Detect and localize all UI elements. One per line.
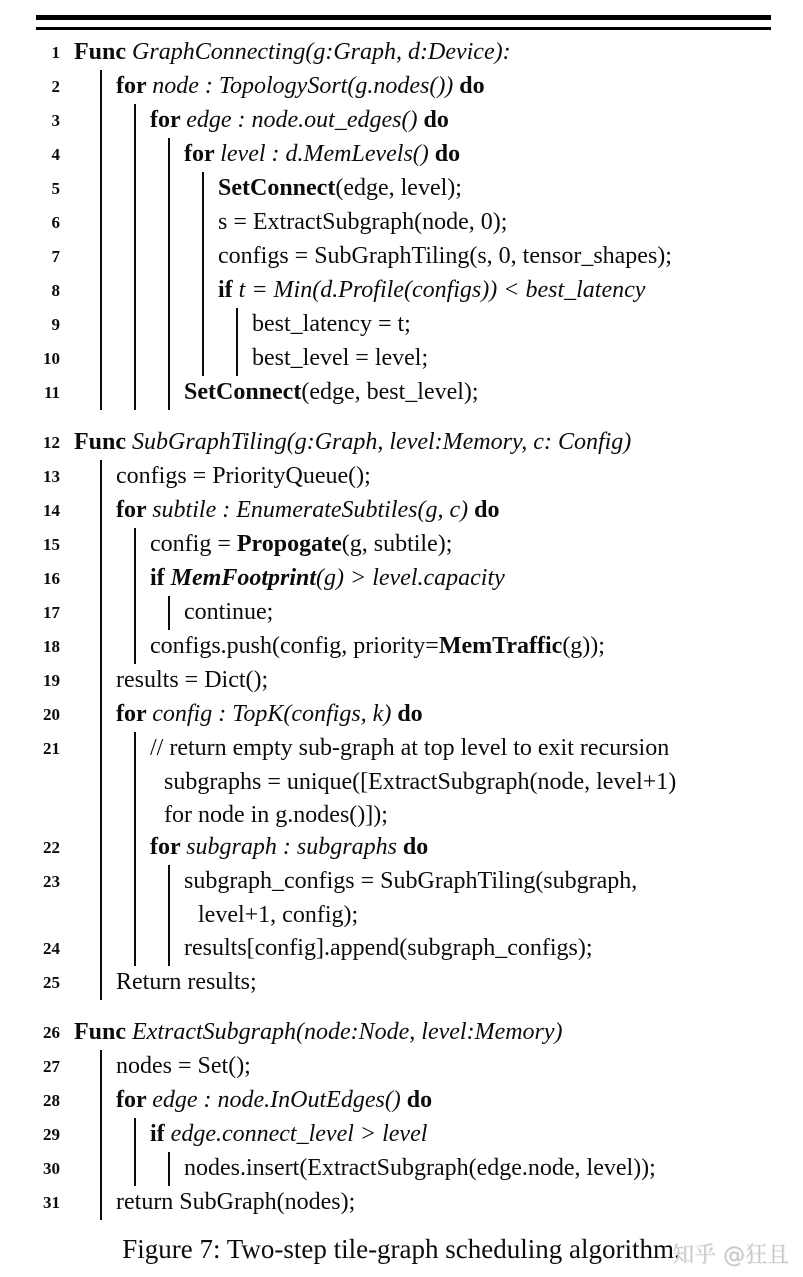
indent-rule (100, 698, 102, 732)
code-segment: (g, subtile); (341, 531, 453, 557)
code-line (0, 104, 803, 138)
indent-rule (100, 138, 102, 172)
code-line (0, 1084, 803, 1118)
line-number: 16 (43, 569, 60, 588)
top-rule-gap (36, 20, 771, 27)
line-number: 29 (43, 1124, 60, 1144)
code-text (62, 460, 371, 493)
code-segment: (g) > level.capacity (316, 565, 505, 591)
code-text (62, 562, 505, 595)
indent-rule (100, 1084, 102, 1118)
code-line (0, 1118, 803, 1152)
code-segment: Return results; (116, 968, 257, 995)
indent-rule (100, 1118, 102, 1152)
indent-rule (100, 528, 102, 562)
indent-rule (168, 172, 170, 206)
indent-rule (134, 932, 136, 966)
line-number: 26 (43, 1022, 60, 1042)
line-number: 7 (51, 247, 60, 266)
indent-rule (134, 865, 136, 899)
line-number: 3 (51, 111, 60, 130)
code-line (0, 138, 803, 172)
code-text (62, 799, 388, 832)
code-content (62, 1118, 803, 1152)
code-segment: (edge, best_level); (301, 379, 479, 405)
line-number: 27 (43, 1056, 60, 1076)
code-line (0, 1016, 803, 1050)
code-content (62, 460, 803, 494)
indent-rule (134, 308, 136, 342)
indent-rule (134, 562, 136, 596)
code-segment: for (116, 73, 153, 99)
code-segment: do (402, 834, 429, 860)
code-segment: for (116, 1086, 153, 1113)
code-segment: for (150, 107, 187, 133)
line-number: 21 (43, 739, 60, 758)
indent-rule (168, 274, 170, 308)
code-content (62, 966, 803, 1000)
code-line (0, 172, 803, 206)
code-text (62, 1016, 563, 1049)
indent-rule (168, 596, 170, 630)
code-text (62, 899, 358, 932)
code-segment: subgraph_configs = SubGraphTiling(subgraph, (184, 868, 638, 894)
code-content (62, 308, 803, 342)
code-line (0, 732, 803, 766)
indent-rule (134, 376, 136, 410)
code-text (62, 240, 672, 273)
indent-rule (100, 376, 102, 410)
code-segment: subtile : EnumerateSubtiles(g, c) (152, 497, 475, 523)
code-content (62, 1152, 803, 1186)
line-number: 9 (51, 315, 60, 334)
code-content (62, 1016, 803, 1050)
indent-rule (168, 865, 170, 899)
code-text (62, 865, 637, 898)
indent-rule (100, 865, 102, 899)
code-segment: level+1, config); (198, 902, 359, 928)
indent-rule (100, 460, 102, 494)
algorithm-block (0, 426, 803, 1000)
code-text (62, 172, 462, 205)
indent-rule (134, 630, 136, 664)
code-text (62, 104, 449, 137)
code-text (62, 274, 645, 307)
indent-rule (236, 342, 238, 376)
line-number: 10 (43, 349, 60, 368)
code-content (62, 240, 803, 274)
code-content (62, 766, 803, 799)
indent-rule (100, 104, 102, 138)
line-number: 5 (51, 179, 60, 198)
line-number: 1 (51, 43, 60, 62)
code-segment: for (116, 701, 153, 727)
code-segment: ExtractSubgraph(node:Node, level:Memory) (132, 1018, 563, 1045)
line-number: 4 (51, 145, 60, 164)
code-segment: results = Dict(); (116, 667, 269, 693)
code-content (62, 596, 803, 630)
code-line (0, 376, 803, 410)
code-content (62, 342, 803, 376)
indent-rule (134, 274, 136, 308)
code-text (62, 494, 500, 527)
code-line (0, 460, 803, 494)
line-number: 14 (43, 501, 60, 520)
code-line (0, 562, 803, 596)
code-text (62, 70, 485, 103)
algorithm-block (0, 1016, 803, 1220)
line-number (0, 799, 62, 832)
indent-rule (100, 630, 102, 664)
line-number: 24 (43, 938, 60, 958)
code-content (62, 70, 803, 104)
line-number: 18 (43, 637, 60, 656)
code-text (62, 206, 507, 239)
code-text (62, 342, 428, 375)
code-segment: Func (74, 429, 133, 455)
code-segment: node : TopologySort(g.nodes()) (152, 73, 460, 99)
code-content (62, 562, 803, 596)
indent-rule (202, 308, 204, 342)
indent-rule (100, 562, 102, 596)
code-content (62, 426, 803, 460)
code-segment: for (184, 141, 221, 167)
code-line (0, 240, 803, 274)
watermark-text: 知乎 @狂且 (672, 1243, 789, 1268)
code-segment: Func (74, 1018, 133, 1045)
code-content (62, 494, 803, 528)
indent-rule (100, 308, 102, 342)
code-line (0, 1186, 803, 1220)
code-line (0, 494, 803, 528)
code-content (62, 274, 803, 308)
code-segment: configs = PriorityQueue(); (116, 463, 371, 489)
indent-rule (202, 240, 204, 274)
indent-rule (168, 376, 170, 410)
code-content (62, 698, 803, 732)
code-segment: if (218, 277, 239, 303)
code-line (0, 70, 803, 104)
line-number: 23 (43, 872, 60, 891)
indent-rule (168, 342, 170, 376)
line-number: 25 (43, 972, 60, 992)
indent-rule (134, 596, 136, 630)
code-line (0, 528, 803, 562)
indent-rule (100, 342, 102, 376)
code-text (62, 138, 460, 171)
code-segment: do (423, 107, 449, 133)
code-line-continuation (0, 899, 803, 932)
indent-rule (134, 138, 136, 172)
indent-rule (134, 104, 136, 138)
top-double-rule (36, 15, 771, 30)
indent-rule (134, 732, 136, 766)
code-content (62, 799, 803, 832)
code-text (62, 1050, 251, 1083)
indent-rule (100, 766, 102, 799)
code-line (0, 308, 803, 342)
code-segment: edge.connect_level > level (170, 1120, 428, 1147)
indent-rule (236, 308, 238, 342)
code-text (62, 36, 511, 69)
code-segment: return SubGraph(nodes); (116, 1188, 356, 1215)
algorithm (0, 36, 803, 1220)
indent-rule (134, 1118, 136, 1152)
code-segment: edge : node.out_edges() (186, 107, 424, 133)
line-number: 13 (43, 467, 60, 486)
indent-rule (100, 831, 102, 865)
indent-rule (202, 274, 204, 308)
code-line-continuation (0, 766, 803, 799)
code-content (62, 630, 803, 664)
indent-rule (202, 342, 204, 376)
indent-rule (134, 240, 136, 274)
code-text (62, 426, 631, 459)
indent-rule (168, 1152, 170, 1186)
code-segment: do (474, 497, 500, 523)
code-content (62, 865, 803, 899)
code-segment: SubGraphTiling(g:Graph, level:Memory, c: Config) (132, 429, 632, 455)
code-segment: Func (74, 39, 133, 65)
code-content (62, 831, 803, 865)
indent-rule (100, 1152, 102, 1186)
code-segment: Propogate (236, 531, 342, 557)
code-content (62, 376, 803, 410)
line-number: 20 (43, 705, 60, 724)
code-segment: do (459, 73, 485, 99)
code-line (0, 274, 803, 308)
code-segment: subgraphs = unique([ExtractSubgraph(node, level+1) (164, 769, 677, 795)
indent-rule (100, 664, 102, 698)
indent-rule (168, 206, 170, 240)
code-line (0, 1152, 803, 1186)
code-text (62, 1186, 355, 1219)
code-line (0, 966, 803, 1000)
code-segment: configs.push(config, priority= (150, 633, 439, 659)
indent-rule (100, 70, 102, 104)
indent-rule (134, 766, 136, 799)
code-content (62, 932, 803, 966)
code-line (0, 664, 803, 698)
code-segment: edge : node.InOutEdges() (152, 1086, 407, 1113)
line-number: 12 (43, 433, 60, 452)
indent-rule (168, 138, 170, 172)
code-line (0, 932, 803, 966)
code-segment: best_latency = t; (252, 311, 411, 337)
code-line (0, 596, 803, 630)
code-segment: nodes = Set(); (116, 1052, 251, 1079)
line-number: 17 (43, 603, 60, 622)
code-line (0, 1050, 803, 1084)
code-text (62, 1152, 656, 1185)
code-text (62, 966, 257, 999)
code-content (62, 1050, 803, 1084)
code-segment: (edge, level); (335, 175, 462, 201)
indent-rule (134, 1152, 136, 1186)
code-line (0, 206, 803, 240)
code-text (62, 831, 428, 864)
code-content (62, 899, 803, 932)
indent-rule (100, 966, 102, 1000)
code-segment: for (116, 497, 153, 523)
code-segment: nodes.insert(ExtractSubgraph(edge.node, level)); (184, 1154, 656, 1181)
indent-rule (134, 172, 136, 206)
code-text (62, 1118, 427, 1151)
indent-rule (202, 206, 204, 240)
code-text (62, 528, 452, 561)
line-number: 8 (51, 281, 60, 300)
code-line (0, 831, 803, 865)
indent-rule (100, 1186, 102, 1220)
indent-rule (134, 342, 136, 376)
code-content (62, 528, 803, 562)
code-line (0, 865, 803, 899)
algorithm-block (0, 36, 803, 410)
code-segment: MemTraffic (438, 633, 563, 659)
code-segment: continue; (184, 599, 274, 625)
indent-rule (100, 494, 102, 528)
indent-rule (134, 206, 136, 240)
indent-rule (100, 1050, 102, 1084)
indent-rule (134, 831, 136, 865)
code-segment: best_level = level; (252, 345, 429, 371)
code-text (62, 1084, 432, 1117)
indent-rule (100, 732, 102, 766)
code-segment: subgraph : subgraphs (186, 834, 403, 860)
code-segment: config = (150, 531, 237, 557)
indent-rule (134, 899, 136, 932)
line-number: 2 (51, 77, 60, 96)
indent-rule (168, 899, 170, 932)
code-segment: (g)); (562, 633, 605, 659)
indent-rule (100, 172, 102, 206)
code-content (62, 1186, 803, 1220)
code-line (0, 342, 803, 376)
code-segment: SetConnect (218, 175, 336, 201)
indent-rule (100, 799, 102, 832)
code-segment: do (434, 141, 461, 167)
indent-rule (100, 274, 102, 308)
code-segment: SetConnect (184, 379, 302, 405)
code-segment: GraphConnecting(g:Graph, d:Device): (132, 39, 511, 65)
code-content (62, 104, 803, 138)
code-content (62, 206, 803, 240)
code-content (62, 138, 803, 172)
code-segment: // return empty sub-graph at top level to exit recursion (150, 735, 670, 761)
indent-rule (168, 308, 170, 342)
code-text (62, 376, 479, 409)
code-segment: level : d.MemLevels() (220, 141, 435, 167)
indent-rule (202, 172, 204, 206)
figure-caption: Figure 7: Two-step tile-graph scheduling algorithm. (122, 1233, 681, 1264)
code-segment: s = ExtractSubgraph(node, 0); (218, 209, 508, 235)
line-number: 31 (43, 1192, 60, 1212)
code-segment: if (150, 1120, 171, 1147)
indent-rule (100, 899, 102, 932)
code-segment: do (397, 701, 423, 727)
code-text (62, 732, 669, 765)
code-line (0, 630, 803, 664)
code-content (62, 172, 803, 206)
code-segment: t = Min(d.Profile(configs)) < best_latency (238, 277, 646, 303)
line-number: 11 (43, 383, 60, 402)
code-segment: MemFootprint (170, 565, 317, 591)
indent-rule (100, 240, 102, 274)
line-number: 30 (43, 1158, 60, 1178)
line-number: 22 (43, 838, 60, 857)
line-number (0, 766, 62, 799)
code-segment: results[config].append(subgraph_configs); (184, 934, 593, 961)
code-segment: if (150, 565, 171, 591)
code-content (62, 36, 803, 70)
code-content (62, 1084, 803, 1118)
indent-rule (100, 206, 102, 240)
code-segment: configs = SubGraphTiling(s, 0, tensor_shapes); (218, 243, 672, 269)
line-number: 19 (43, 671, 60, 690)
code-text (62, 698, 423, 731)
indent-rule (168, 932, 170, 966)
code-line (0, 426, 803, 460)
code-text (62, 932, 593, 965)
line-number: 28 (43, 1090, 60, 1110)
code-text (62, 766, 676, 799)
indent-rule (100, 932, 102, 966)
code-line (0, 36, 803, 70)
line-number: 15 (43, 535, 60, 554)
code-text (62, 664, 268, 697)
indent-rule (134, 799, 136, 832)
code-line-continuation (0, 799, 803, 832)
code-content (62, 664, 803, 698)
code-line (0, 698, 803, 732)
indent-rule (134, 528, 136, 562)
code-segment: for (150, 834, 187, 860)
line-number: 6 (51, 213, 60, 232)
top-rule-lower (36, 27, 771, 30)
code-text (62, 630, 605, 663)
indent-rule (100, 596, 102, 630)
line-number (0, 899, 62, 932)
code-segment: for node in g.nodes()]); (164, 801, 388, 828)
indent-rule (168, 240, 170, 274)
code-content (62, 732, 803, 766)
code-segment: do (406, 1086, 433, 1113)
code-segment: config : TopK(configs, k) (152, 701, 398, 727)
